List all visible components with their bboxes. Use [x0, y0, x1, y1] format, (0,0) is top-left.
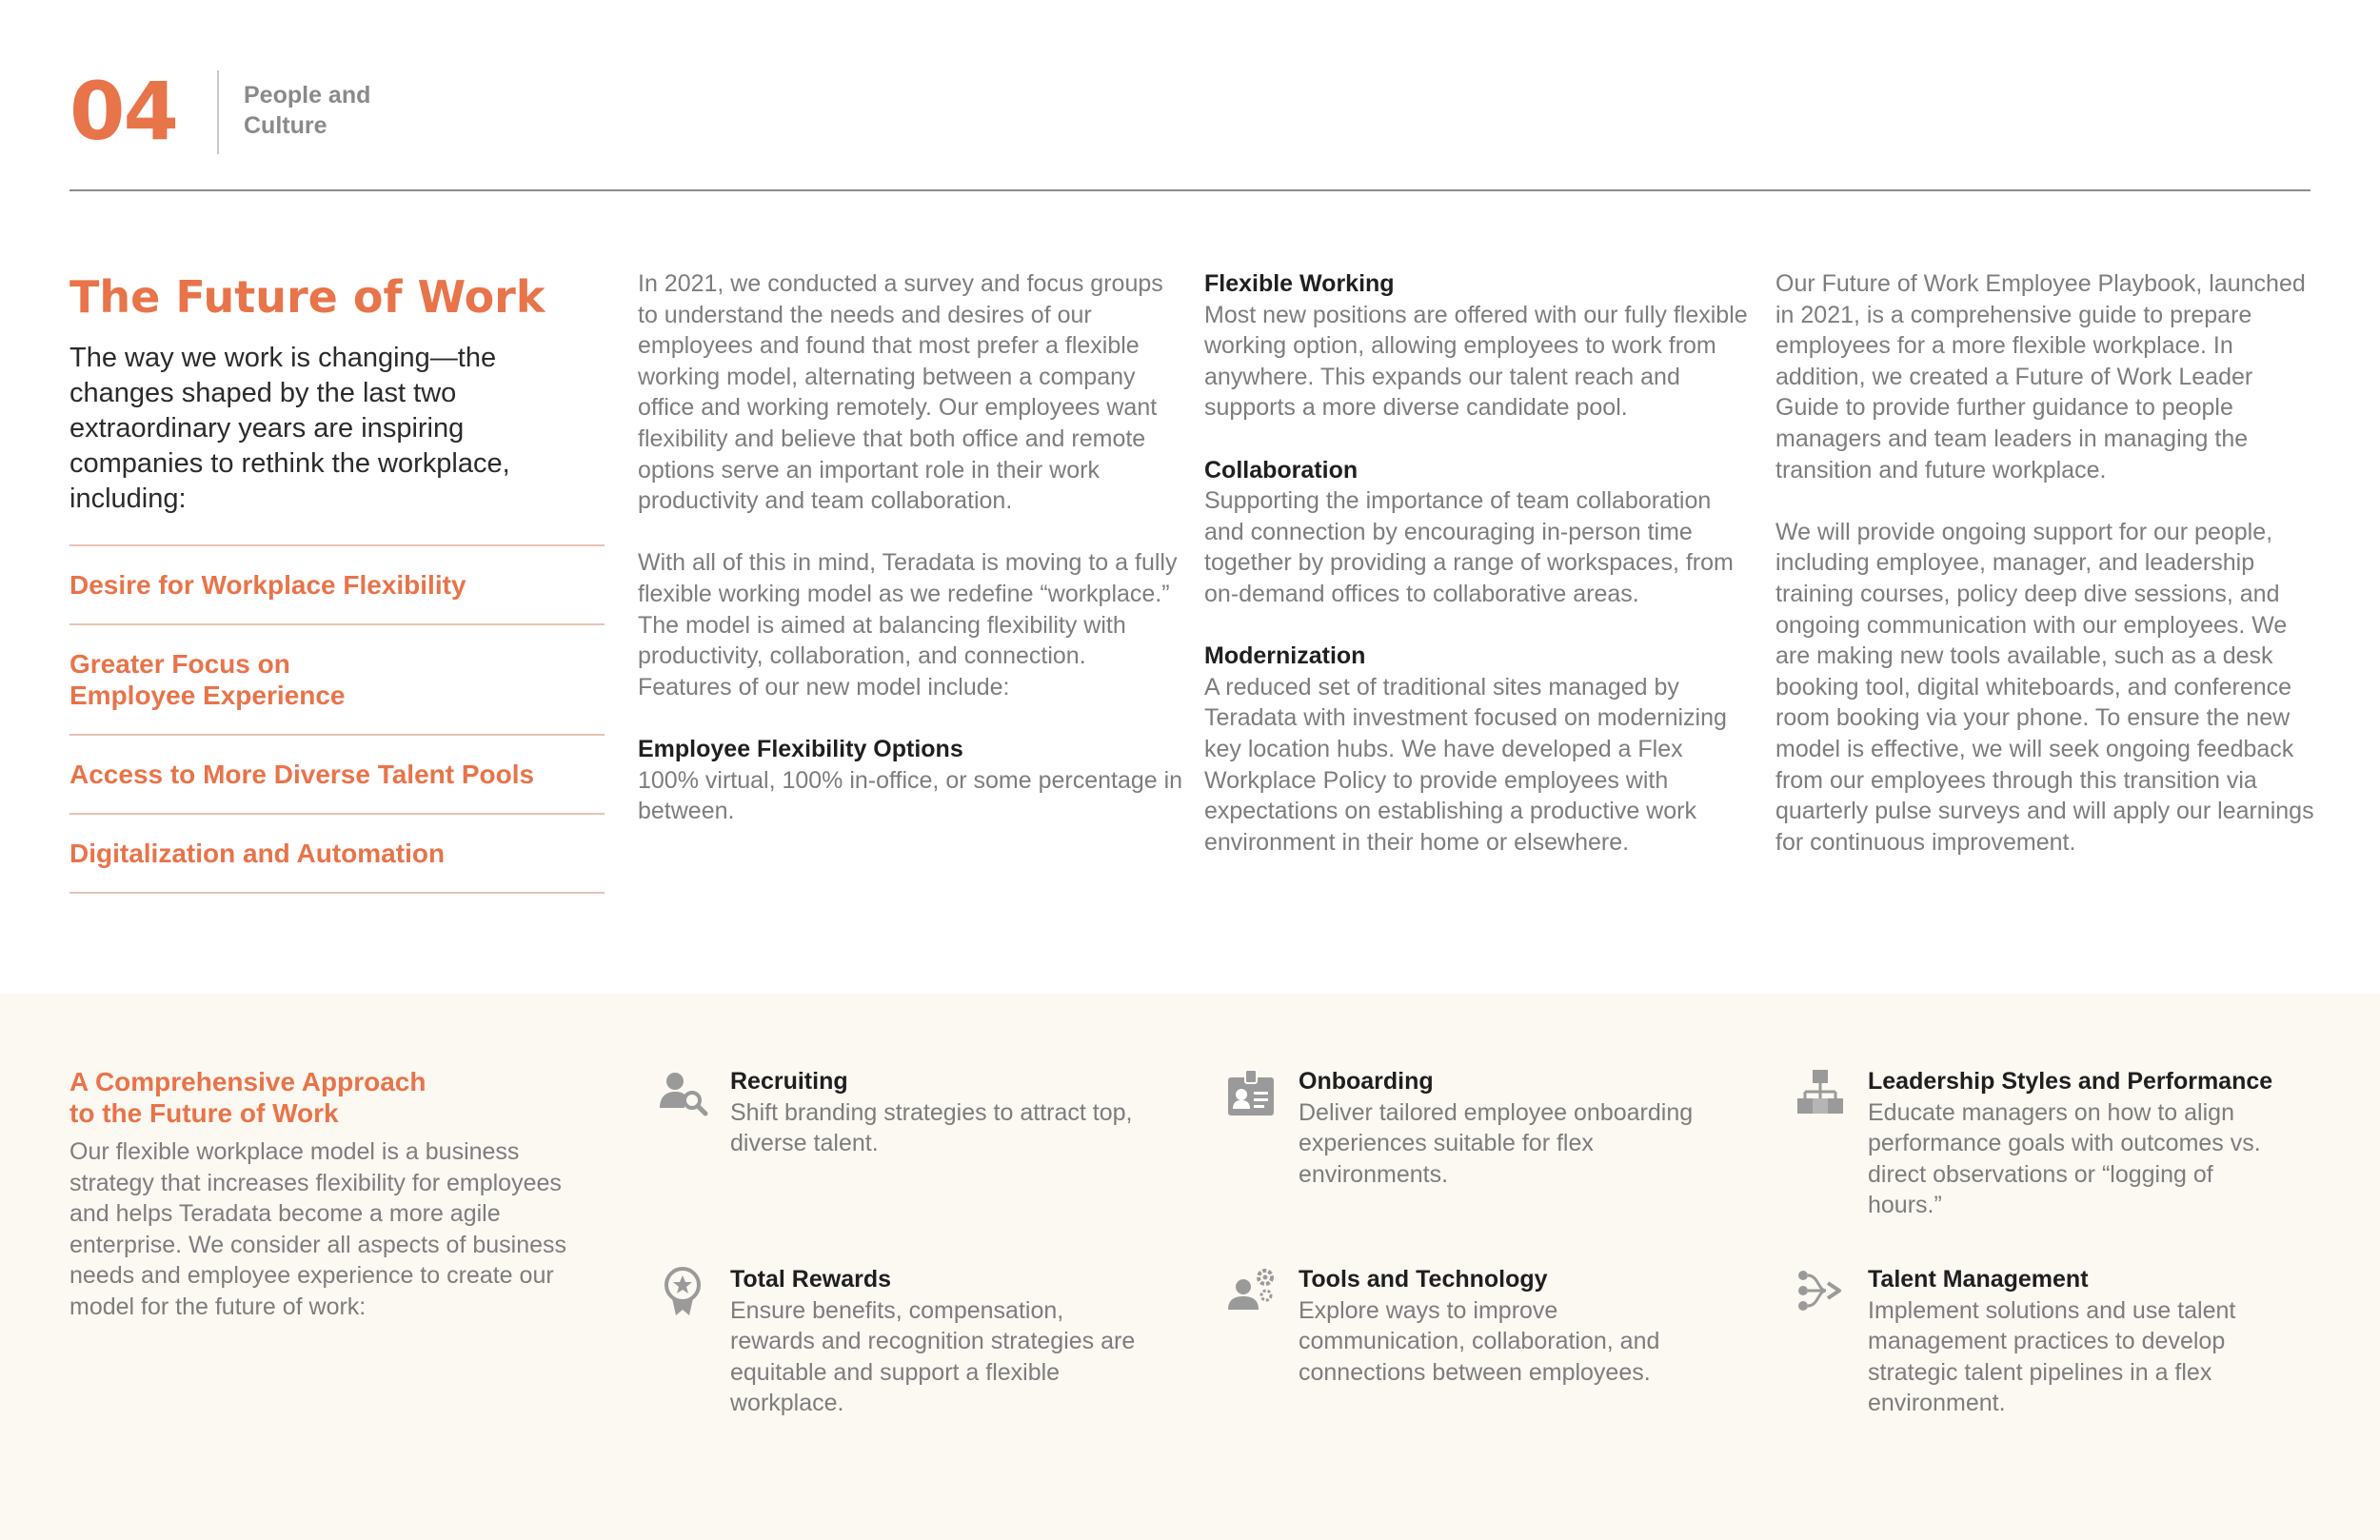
chapter-number: 04 [69, 65, 177, 158]
feature-text: Deliver tailored employee onboarding experiences suitable for flex environments. [1299, 1098, 1694, 1188]
paragraph: Most new positions are offered with our fully flexible working option, allowing employees to work from anywhere. This expands our talent reach and supports a more diverse candidate pool. [1204, 301, 1748, 422]
feature-title: Total Rewards [730, 1266, 892, 1293]
tools-gear-icon [1224, 1264, 1278, 1317]
feature-onboarding [1299, 1066, 1717, 1190]
feature-tools-technology [1299, 1264, 1717, 1388]
feature-text: Implement solutions and use talent management practices to develop strategic talent pipelines in a flex environment. [1868, 1296, 2236, 1417]
recruiting-icon [656, 1066, 709, 1119]
driver-divider [69, 892, 605, 894]
subheading: Flexible Working [1204, 270, 1395, 297]
text-column-3 [1775, 268, 2318, 858]
org-chart-icon [1794, 1066, 1847, 1119]
paragraph: A reduced set of traditional sites managed by Teradata with investment focused on modernizing key location hubs. We have developed a Flex Workplace Policy to provide employees with expectations on establishing a productive work environment in their home or elsewhere. [1204, 673, 1727, 856]
paragraph: Our Future of Work Employee Playbook, launched in 2021, is a comprehensive guide to prepare employees for a more flexible workplace. In addition, we created a Future of Work Leader Guide to provide further guidance to people managers and team leaders in managing the transition and future workplace. [1775, 270, 2306, 484]
subheading: Employee Flexibility Options [638, 735, 963, 762]
text-column-1 [638, 268, 1185, 827]
paragraph: We will provide ongoing support for our people, including employee, manager, and leadership training courses, policy deep dive sessions, and ongoing communication with our employees. We are making new tools available, such as a desk booking tool, digital whiteboards, and conference room booking via your phone. To ensure the new model is effective, we will seek ongoing feedback from our employees through this transition via quarterly pulse surveys and will apply our learnings for continuous improvement. [1775, 518, 2314, 856]
feature-title: Leadership Styles and Performance [1868, 1068, 2273, 1095]
subheading: Modernization [1204, 642, 1366, 670]
subheading: Collaboration [1204, 456, 1359, 484]
section-title: The Future of Work [69, 271, 545, 323]
paragraph: With all of this in mind, Teradata is moving to a fully flexible working model as we redefine “workplace.” The model is aimed at balancing flexibility with productivity, collaboration, and connection. Features of our new model include: [638, 549, 1178, 701]
award-ribbon-icon [656, 1264, 709, 1317]
feature-text: Ensure benefits, compensation, rewards and recognition strategies are equitable and support a flexible workplace. [730, 1296, 1136, 1417]
driver-item: Access to More Diverse Talent Pools [69, 760, 535, 789]
feature-text: Educate managers on how to align performance goals with outcomes vs. direct observations or “logging of hours.” [1868, 1098, 2261, 1219]
feature-title: Tools and Technology [1299, 1266, 1548, 1293]
header-rule [69, 189, 2311, 191]
feature-title: Talent Management [1868, 1266, 2089, 1293]
feature-title: Onboarding [1299, 1068, 1434, 1095]
onboarding-badge-icon [1224, 1066, 1278, 1119]
feature-text: Shift branding strategies to attract top, diverse talent. [730, 1098, 1133, 1157]
approach-intro [69, 1066, 603, 1323]
talent-network-icon [1794, 1264, 1847, 1317]
driver-item: Desire for Workplace Flexibility [69, 570, 466, 600]
chapter-name: People and Culture [244, 82, 371, 139]
feature-total-rewards [730, 1264, 1149, 1419]
feature-recruiting [730, 1066, 1149, 1159]
driver-item: Greater Focus on Employee Experience [69, 649, 346, 710]
feature-leadership [1868, 1066, 2287, 1221]
approach-title: A Comprehensive Approach to the Future of Work [69, 1067, 426, 1128]
intro-lead: The way we work is changing—the changes shaped by the last two extraordinary years are inspiring companies to rethink the workplace, including: [69, 343, 510, 514]
text-column-2 [1204, 268, 1752, 858]
feature-talent-management [1868, 1264, 2287, 1419]
intro-section [69, 267, 605, 517]
paragraph: In 2021, we conducted a survey and focus groups to understand the needs and desires of our employees and found that most prefer a flexible working model, alternating between a company office and working remotely. Our employees want flexibility and believe that both office and remote options serve an important role in their work productivity and team collaboration. [638, 270, 1163, 515]
header-divider [217, 70, 219, 154]
paragraph: Supporting the importance of team collaboration and connection by encouraging in-person time together by providing a range of workspaces, from on-demand offices to collaborative areas. [1204, 487, 1734, 607]
drivers-list [69, 544, 605, 894]
paragraph: 100% virtual, 100% in-office, or some percentage in between. [638, 766, 1183, 825]
driver-item: Digitalization and Automation [69, 839, 446, 868]
approach-text: Our flexible workplace model is a business strategy that increases flexibility for employees and helps Teradata become a more agile enterprise. We consider all aspects of business needs and employee experience to create our model for the future of work: [69, 1138, 567, 1320]
feature-text: Explore ways to improve communication, collaboration, and connections between employees. [1299, 1296, 1660, 1386]
feature-title: Recruiting [730, 1068, 848, 1095]
